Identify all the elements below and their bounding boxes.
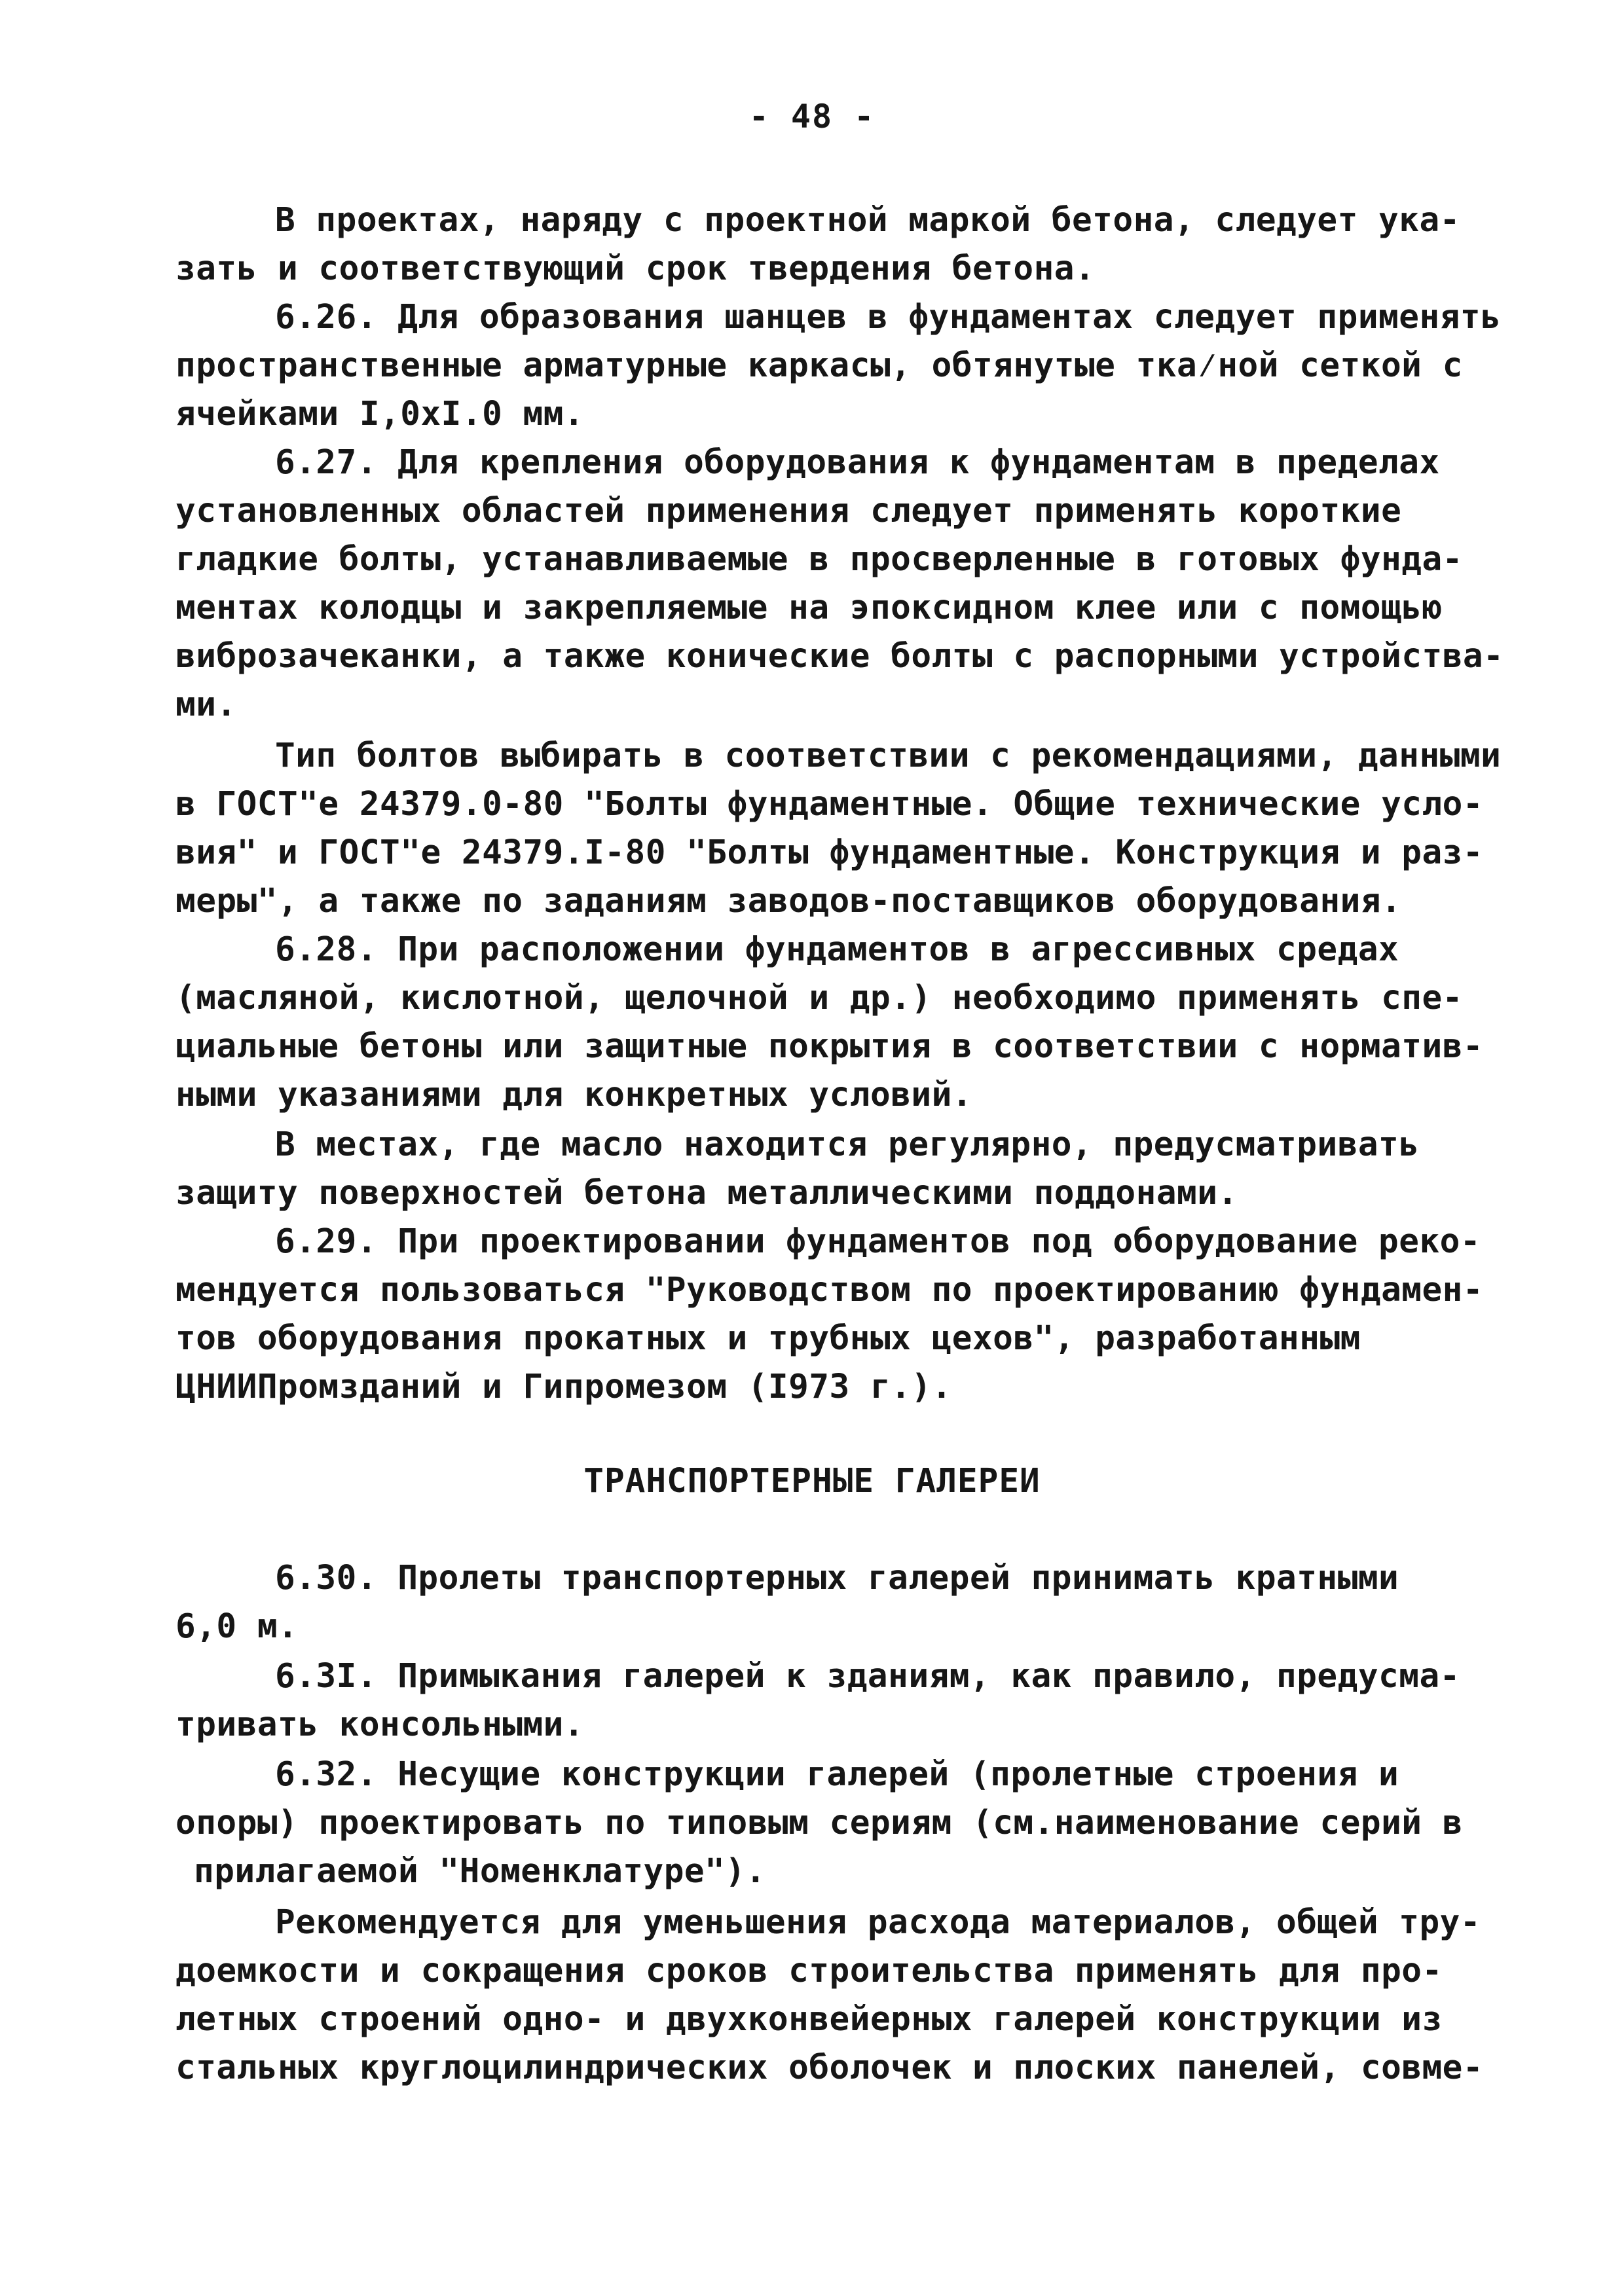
body-line: ными указаниями для конкретных условий. bbox=[175, 1076, 972, 1114]
body-line: гладкие болты, устанавливаемые в просверленные в готовых фунда- bbox=[175, 540, 1463, 579]
body-line: 6.29. При проектировании фундаментов под оборудование реко- bbox=[275, 1222, 1481, 1261]
body-line: меры", а также по заданиям заводов-поставщиков оборудования. bbox=[175, 882, 1402, 920]
body-line: Тип болтов выбирать в соответствии с рекомендациями, данными bbox=[275, 737, 1502, 775]
body-line: в ГОСТ"е 24379.0-80 "Болты фундаментные. Общие технические усло- bbox=[175, 785, 1484, 824]
body-line: 6.30. Пролеты транспортерных галерей принимать кратными bbox=[275, 1559, 1399, 1597]
body-line: ЦНИИПромзданий и Гипромезом (I973 г.). bbox=[175, 1368, 952, 1406]
body-line: (масляной, кислотной, щелочной и др.) необходимо применять спе- bbox=[175, 979, 1463, 1017]
body-line: пространственные арматурные каркасы, обтянутые тка⁄ной сеткой с bbox=[175, 346, 1463, 385]
body-line: Рекомендуется для уменьшения расхода материалов, общей тру- bbox=[275, 1903, 1481, 1942]
body-line: прилагаемой "Номенклатуре"). bbox=[194, 1852, 766, 1891]
body-line: 6.28. При расположении фундаментов в агрессивных средах bbox=[275, 930, 1399, 969]
body-line: 6.27. Для крепления оборудования к фундаментам в пределах bbox=[275, 443, 1440, 482]
body-line: опоры) проектировать по типовым сериям (см.наименование серий в bbox=[175, 1804, 1463, 1842]
body-line: доемкости и сокращения сроков строительства применять для про- bbox=[175, 1952, 1443, 1990]
body-line: ментах колодцы и закрепляемые на эпоксидном клее или с помощью bbox=[175, 589, 1443, 627]
body-line: В местах, где масло находится регулярно, предусматривать bbox=[275, 1125, 1420, 1164]
section-heading: ТРАНСПОРТЕРНЫЕ ГАЛЕРЕИ bbox=[583, 1462, 1041, 1501]
body-line: циальные бетоны или защитные покрытия в соответствии с норматив- bbox=[175, 1027, 1484, 1066]
body-line: мендуется пользоваться "Руководством по проектированию фундамен- bbox=[175, 1271, 1484, 1309]
body-line: виброзачеканки, а также конические болты с распорными устройства- bbox=[175, 637, 1504, 676]
body-line: 6,0 м. bbox=[175, 1607, 299, 1646]
body-line: летных строений одно- и двухконвейерных галерей конструкции из bbox=[175, 2000, 1443, 2039]
body-line: тов оборудования прокатных и трубных цехов", разработанным bbox=[175, 1319, 1361, 1358]
body-line: В проектах, наряду с проектной маркой бетона, следует ука- bbox=[275, 201, 1460, 240]
body-line: стальных круглоцилиндрических оболочек и плоских панелей, совме- bbox=[175, 2049, 1484, 2087]
page-number: - 48 - bbox=[748, 98, 876, 136]
body-line: ячейками I,0xI.0 мм. bbox=[175, 395, 585, 433]
body-line: тривать консольными. bbox=[175, 1705, 585, 1744]
body-line: 6.32. Несущие конструкции галерей (пролетные строения и bbox=[275, 1755, 1399, 1794]
body-line: 6.26. Для образования шанцев в фундаментах следует применять bbox=[275, 298, 1502, 337]
body-line: вия" и ГОСТ"е 24379.I-80 "Болты фундаментные. Конструкция и раз- bbox=[175, 833, 1484, 872]
body-line: зать и соответствующий срок твердения бетона. bbox=[175, 249, 1096, 288]
body-line: ми. bbox=[175, 685, 237, 724]
body-line: защиту поверхностей бетона металлическими поддонами. bbox=[175, 1174, 1238, 1212]
body-line: установленных областей применения следует применять короткие bbox=[175, 492, 1402, 530]
body-line: 6.3I. Примыкания галерей к зданиям, как правило, предусма- bbox=[275, 1657, 1460, 1696]
